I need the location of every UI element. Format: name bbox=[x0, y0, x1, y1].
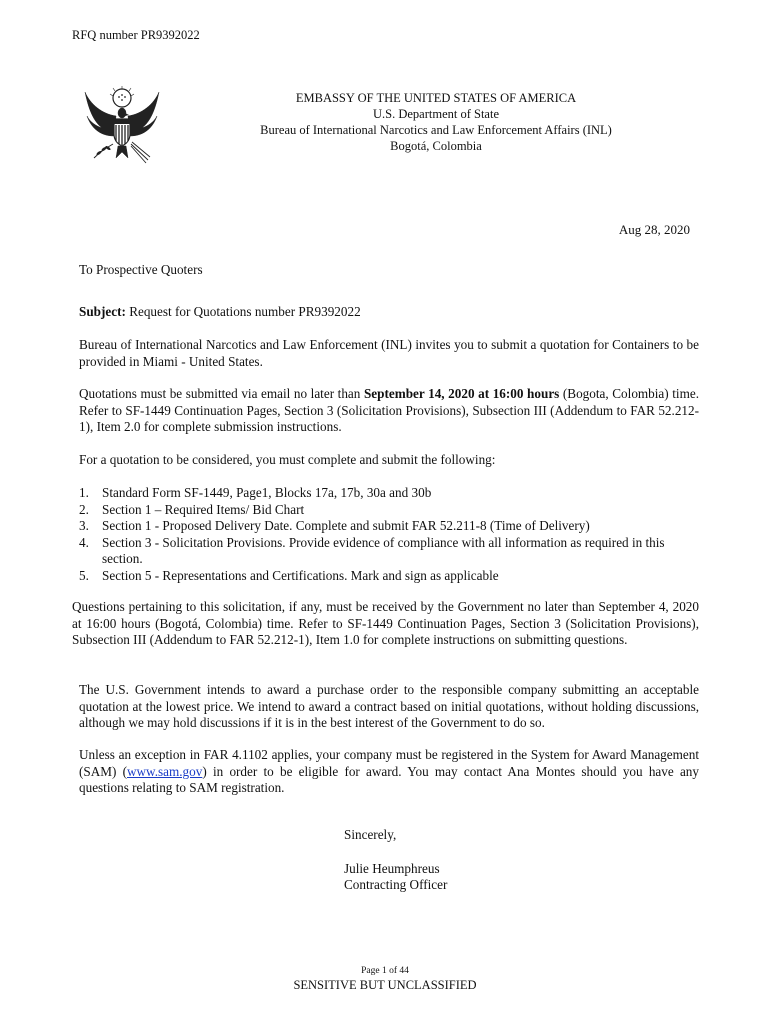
questions-paragraph: Questions pertaining to this solicitation, if any, must be received by the Government no later than September 4, 2020 at 16:00 hours (Bogotá, Colombia) time. Refer to SF-1449 Continuation Pages, Section 3 (Solicitation Provisions), Subsection III (Addendum to FAR 52.212-1), Item 1.0 for complete instructions on submitting questions. bbox=[72, 599, 699, 647]
intro-paragraph: Bureau of International Narcotics and Law Enforcement (INL) invites you to submit a quotation for Containers to be provided in Miami - United States. bbox=[79, 337, 699, 369]
deadline-paragraph bbox=[79, 386, 699, 436]
subject-label: Subject: bbox=[79, 304, 126, 319]
subject-text: Request for Quotations number PR9392022 bbox=[125, 304, 361, 319]
sam-paragraph bbox=[79, 747, 699, 797]
letterhead-location: Bogotá, Colombia bbox=[390, 139, 482, 153]
requirements-list bbox=[79, 485, 699, 584]
list-item bbox=[79, 518, 699, 535]
list-item-number: 3. bbox=[79, 518, 89, 533]
closing-sincerely: Sincerely, bbox=[344, 827, 397, 842]
sam-text-after: ) in order to be eligible for award. You may contact Ana Montes should you have any questions relating to SAM registration. bbox=[79, 763, 699, 795]
list-item-text: Section 1 - Proposed Delivery Date. Complete and submit FAR 52.211-8 (Time of Delivery) bbox=[102, 518, 590, 533]
deadline-text-before: Quotations must be submitted via email no later than bbox=[79, 386, 364, 401]
list-item bbox=[79, 485, 699, 502]
signatory-name: Julie Heumphreus bbox=[344, 860, 440, 876]
deadline-date: September 14, 2020 at 16:00 hours bbox=[363, 386, 560, 401]
rfq-number: RFQ number PR9392022 bbox=[72, 28, 200, 42]
list-item-number: 1. bbox=[79, 485, 89, 500]
letter-date: Aug 28, 2020 bbox=[618, 222, 690, 237]
list-item bbox=[79, 502, 699, 519]
letterhead-department: U.S. Department of State bbox=[372, 107, 499, 121]
sam-text-before: Unless an exception in FAR 4.1102 applies, your company must be registered in the System for Award Management (SAM) ( bbox=[79, 747, 699, 779]
list-item-text: Section 3 - Solicitation Provisions. Provide evidence of compliance with all information as required in this section. bbox=[102, 534, 665, 566]
sam-gov-link[interactable]: www.sam.gov bbox=[127, 763, 203, 779]
classification-marking: SENSITIVE BUT UNCLASSIFIED bbox=[293, 978, 477, 992]
list-item-text: Section 5 - Representations and Certifications. Mark and sign as applicable bbox=[102, 567, 499, 583]
closing-block bbox=[344, 827, 447, 894]
great-seal-eagle-icon bbox=[82, 86, 162, 168]
deadline-text-after: (Bogota, Colombia) time. Refer to SF-1449 Continuation Pages, Section 3 (Solicitation Provisions), Subsection III (Addendum to FAR 52.212-1), Item 2.0 for complete submission instructions. bbox=[79, 386, 699, 434]
letterhead-bureau: Bureau of International Narcotics and Law Enforcement Affairs (INL) bbox=[260, 123, 612, 137]
letterhead bbox=[250, 90, 622, 154]
letterhead-embassy: EMBASSY OF THE UNITED STATES OF AMERICA bbox=[295, 91, 577, 105]
subject-line bbox=[79, 304, 699, 321]
list-item-number: 4. bbox=[79, 534, 89, 550]
award-paragraph: The U.S. Government intends to award a purchase order to the responsible company submitting an acceptable quotation at the lowest price. We intend to award a contract based on initial quotations, without holding discussions, although we may hold discussions if it is in the best interest of the Government to do so. bbox=[79, 682, 699, 730]
list-item-text: Section 1 – Required Items/ Bid Chart bbox=[102, 501, 305, 517]
list-item bbox=[79, 568, 699, 585]
list-item-number: 5. bbox=[79, 567, 89, 583]
signatory-title: Contracting Officer bbox=[344, 877, 448, 892]
list-item-number: 2. bbox=[79, 501, 89, 517]
list-item-text: Standard Form SF-1449, Page1, Blocks 17a, 17b, 30a and 30b bbox=[102, 485, 432, 500]
salutation: To Prospective Quoters bbox=[79, 262, 203, 277]
list-item bbox=[79, 535, 699, 568]
requirements-intro: For a quotation to be considered, you must complete and submit the following: bbox=[79, 452, 496, 467]
page-number: Page 1 of 44 bbox=[361, 966, 409, 976]
